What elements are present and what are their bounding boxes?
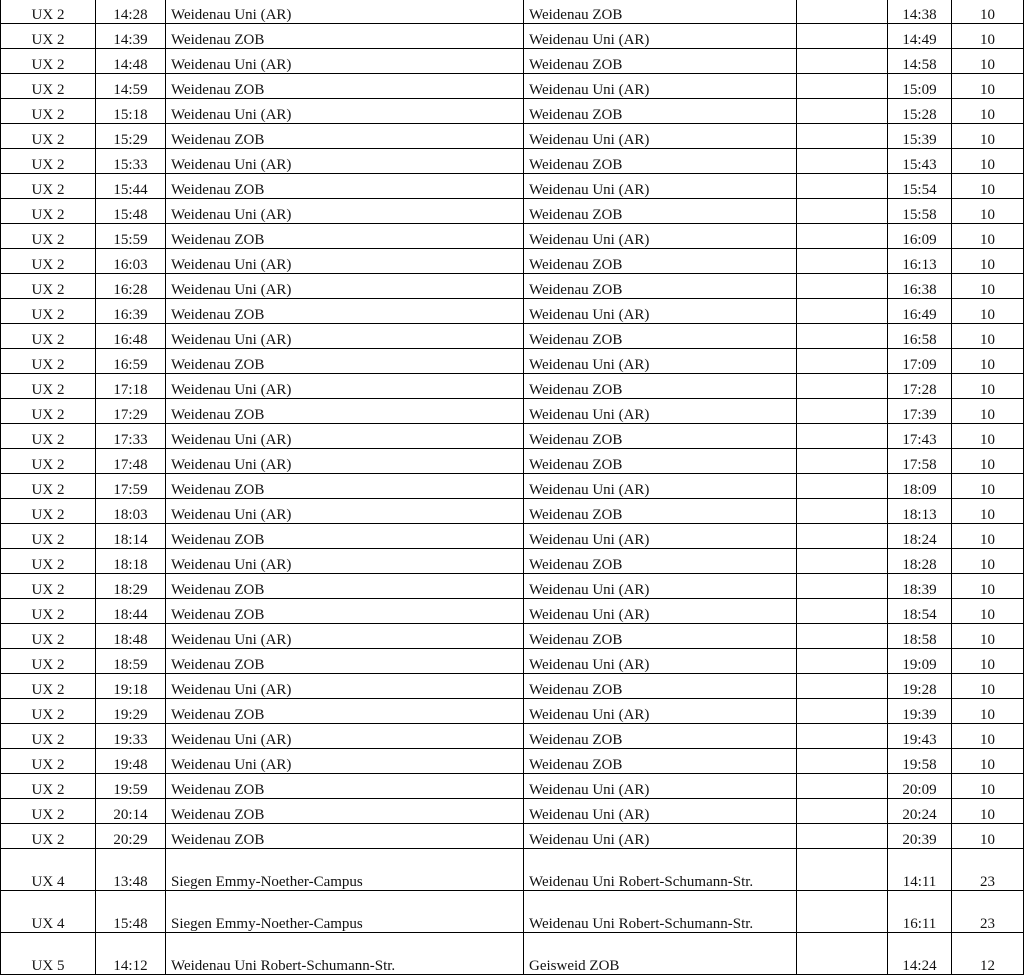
line-cell: UX 2 xyxy=(1,399,96,424)
line-cell: UX 5 xyxy=(1,933,96,975)
origin-stop-cell: Weidenau Uni (AR) xyxy=(166,274,524,299)
departure-time-cell: 17:18 xyxy=(96,374,166,399)
empty-cell xyxy=(797,649,888,674)
line-cell: UX 2 xyxy=(1,699,96,724)
duration-cell: 10 xyxy=(952,299,1024,324)
destination-stop-cell: Weidenau Uni (AR) xyxy=(524,299,797,324)
origin-stop-cell: Weidenau Uni (AR) xyxy=(166,149,524,174)
origin-stop-cell: Weidenau Uni (AR) xyxy=(166,449,524,474)
duration-cell: 10 xyxy=(952,349,1024,374)
duration-cell: 10 xyxy=(952,399,1024,424)
arrival-time-cell: 18:28 xyxy=(888,549,952,574)
destination-stop-cell: Weidenau ZOB xyxy=(524,624,797,649)
duration-cell: 23 xyxy=(952,891,1024,933)
origin-stop-cell: Weidenau Uni (AR) xyxy=(166,49,524,74)
duration-cell: 10 xyxy=(952,474,1024,499)
empty-cell xyxy=(797,249,888,274)
empty-cell xyxy=(797,374,888,399)
line-cell: UX 2 xyxy=(1,174,96,199)
departure-time-cell: 14:12 xyxy=(96,933,166,975)
table-row xyxy=(1,174,1024,199)
arrival-time-cell: 17:58 xyxy=(888,449,952,474)
table-row xyxy=(1,699,1024,724)
destination-stop-cell: Weidenau Uni (AR) xyxy=(524,349,797,374)
line-cell: UX 2 xyxy=(1,299,96,324)
empty-cell xyxy=(797,574,888,599)
line-cell: UX 2 xyxy=(1,249,96,274)
origin-stop-cell: Weidenau Uni (AR) xyxy=(166,199,524,224)
arrival-time-cell: 17:39 xyxy=(888,399,952,424)
origin-stop-cell: Weidenau Uni (AR) xyxy=(166,724,524,749)
table-row xyxy=(1,124,1024,149)
destination-stop-cell: Weidenau ZOB xyxy=(524,99,797,124)
destination-stop-cell: Weidenau Uni Robert-Schumann-Str. xyxy=(524,891,797,933)
departure-time-cell: 19:33 xyxy=(96,724,166,749)
departure-time-cell: 14:59 xyxy=(96,74,166,99)
line-cell: UX 2 xyxy=(1,624,96,649)
table-row xyxy=(1,524,1024,549)
departure-time-cell: 18:59 xyxy=(96,649,166,674)
destination-stop-cell: Weidenau ZOB xyxy=(524,549,797,574)
duration-cell: 10 xyxy=(952,0,1024,24)
arrival-time-cell: 16:49 xyxy=(888,299,952,324)
table-row xyxy=(1,933,1024,975)
line-cell: UX 2 xyxy=(1,24,96,49)
destination-stop-cell: Weidenau ZOB xyxy=(524,374,797,399)
origin-stop-cell: Siegen Emmy-Noether-Campus xyxy=(166,849,524,891)
arrival-time-cell: 17:43 xyxy=(888,424,952,449)
origin-stop-cell: Weidenau Uni (AR) xyxy=(166,749,524,774)
empty-cell xyxy=(797,299,888,324)
departure-time-cell: 17:48 xyxy=(96,449,166,474)
arrival-time-cell: 15:39 xyxy=(888,124,952,149)
arrival-time-cell: 19:09 xyxy=(888,649,952,674)
arrival-time-cell: 15:09 xyxy=(888,74,952,99)
empty-cell xyxy=(797,524,888,549)
origin-stop-cell: Weidenau ZOB xyxy=(166,124,524,149)
empty-cell xyxy=(797,724,888,749)
table-row xyxy=(1,199,1024,224)
duration-cell: 10 xyxy=(952,74,1024,99)
destination-stop-cell: Weidenau ZOB xyxy=(524,249,797,274)
table-row xyxy=(1,799,1024,824)
origin-stop-cell: Weidenau Uni (AR) xyxy=(166,549,524,574)
destination-stop-cell: Weidenau Uni (AR) xyxy=(524,699,797,724)
duration-cell: 10 xyxy=(952,499,1024,524)
arrival-time-cell: 14:49 xyxy=(888,24,952,49)
duration-cell: 10 xyxy=(952,424,1024,449)
table-row xyxy=(1,399,1024,424)
table-row xyxy=(1,574,1024,599)
empty-cell xyxy=(797,749,888,774)
arrival-time-cell: 16:58 xyxy=(888,324,952,349)
empty-cell xyxy=(797,199,888,224)
duration-cell: 10 xyxy=(952,124,1024,149)
arrival-time-cell: 14:11 xyxy=(888,849,952,891)
destination-stop-cell: Weidenau ZOB xyxy=(524,0,797,24)
table-row xyxy=(1,624,1024,649)
empty-cell xyxy=(797,349,888,374)
empty-cell xyxy=(797,174,888,199)
departure-time-cell: 18:29 xyxy=(96,574,166,599)
line-cell: UX 2 xyxy=(1,649,96,674)
origin-stop-cell: Weidenau ZOB xyxy=(166,24,524,49)
origin-stop-cell: Weidenau ZOB xyxy=(166,649,524,674)
empty-cell xyxy=(797,699,888,724)
destination-stop-cell: Weidenau ZOB xyxy=(524,49,797,74)
empty-cell xyxy=(797,399,888,424)
departure-time-cell: 14:39 xyxy=(96,24,166,49)
departure-time-cell: 18:14 xyxy=(96,524,166,549)
table-row xyxy=(1,891,1024,933)
line-cell: UX 2 xyxy=(1,149,96,174)
origin-stop-cell: Weidenau ZOB xyxy=(166,74,524,99)
arrival-time-cell: 19:39 xyxy=(888,699,952,724)
duration-cell: 10 xyxy=(952,149,1024,174)
arrival-time-cell: 18:39 xyxy=(888,574,952,599)
line-cell: UX 2 xyxy=(1,374,96,399)
duration-cell: 10 xyxy=(952,549,1024,574)
arrival-time-cell: 18:13 xyxy=(888,499,952,524)
arrival-time-cell: 14:58 xyxy=(888,49,952,74)
duration-cell: 10 xyxy=(952,799,1024,824)
line-cell: UX 2 xyxy=(1,499,96,524)
departure-time-cell: 18:18 xyxy=(96,549,166,574)
destination-stop-cell: Weidenau Uni (AR) xyxy=(524,224,797,249)
empty-cell xyxy=(797,99,888,124)
destination-stop-cell: Weidenau Uni (AR) xyxy=(524,399,797,424)
departure-time-cell: 20:14 xyxy=(96,799,166,824)
arrival-time-cell: 15:58 xyxy=(888,199,952,224)
line-cell: UX 2 xyxy=(1,274,96,299)
destination-stop-cell: Weidenau Uni Robert-Schumann-Str. xyxy=(524,849,797,891)
line-cell: UX 2 xyxy=(1,449,96,474)
departure-time-cell: 19:59 xyxy=(96,774,166,799)
destination-stop-cell: Weidenau Uni (AR) xyxy=(524,799,797,824)
line-cell: UX 2 xyxy=(1,574,96,599)
table-row xyxy=(1,374,1024,399)
destination-stop-cell: Weidenau ZOB xyxy=(524,274,797,299)
arrival-time-cell: 18:09 xyxy=(888,474,952,499)
table-row xyxy=(1,599,1024,624)
arrival-time-cell: 18:54 xyxy=(888,599,952,624)
arrival-time-cell: 19:58 xyxy=(888,749,952,774)
arrival-time-cell: 18:58 xyxy=(888,624,952,649)
departure-time-cell: 15:18 xyxy=(96,99,166,124)
table-row xyxy=(1,74,1024,99)
origin-stop-cell: Weidenau ZOB xyxy=(166,699,524,724)
empty-cell xyxy=(797,274,888,299)
destination-stop-cell: Weidenau Uni (AR) xyxy=(524,174,797,199)
destination-stop-cell: Weidenau Uni (AR) xyxy=(524,74,797,99)
origin-stop-cell: Weidenau Uni (AR) xyxy=(166,324,524,349)
destination-stop-cell: Weidenau Uni (AR) xyxy=(524,574,797,599)
duration-cell: 10 xyxy=(952,649,1024,674)
origin-stop-cell: Weidenau ZOB xyxy=(166,774,524,799)
table-row xyxy=(1,99,1024,124)
arrival-time-cell: 15:28 xyxy=(888,99,952,124)
departure-time-cell: 16:48 xyxy=(96,324,166,349)
duration-cell: 10 xyxy=(952,274,1024,299)
origin-stop-cell: Weidenau Uni Robert-Schumann-Str. xyxy=(166,933,524,975)
departure-time-cell: 16:28 xyxy=(96,274,166,299)
duration-cell: 10 xyxy=(952,174,1024,199)
line-cell: UX 2 xyxy=(1,524,96,549)
destination-stop-cell: Weidenau ZOB xyxy=(524,499,797,524)
departure-time-cell: 15:33 xyxy=(96,149,166,174)
duration-cell: 10 xyxy=(952,374,1024,399)
destination-stop-cell: Weidenau ZOB xyxy=(524,724,797,749)
departure-time-cell: 16:59 xyxy=(96,349,166,374)
arrival-time-cell: 17:28 xyxy=(888,374,952,399)
empty-cell xyxy=(797,549,888,574)
departure-time-cell: 14:28 xyxy=(96,0,166,24)
line-cell: UX 2 xyxy=(1,799,96,824)
arrival-time-cell: 20:24 xyxy=(888,799,952,824)
departure-time-cell: 14:48 xyxy=(96,49,166,74)
duration-cell: 12 xyxy=(952,933,1024,975)
origin-stop-cell: Weidenau Uni (AR) xyxy=(166,0,524,24)
duration-cell: 10 xyxy=(952,24,1024,49)
empty-cell xyxy=(797,49,888,74)
arrival-time-cell: 16:38 xyxy=(888,274,952,299)
departure-time-cell: 18:44 xyxy=(96,599,166,624)
duration-cell: 10 xyxy=(952,99,1024,124)
line-cell: UX 2 xyxy=(1,674,96,699)
duration-cell: 10 xyxy=(952,674,1024,699)
departure-time-cell: 19:29 xyxy=(96,699,166,724)
table-row xyxy=(1,274,1024,299)
line-cell: UX 2 xyxy=(1,324,96,349)
departure-time-cell: 15:48 xyxy=(96,891,166,933)
origin-stop-cell: Weidenau ZOB xyxy=(166,574,524,599)
departure-time-cell: 16:03 xyxy=(96,249,166,274)
line-cell: UX 2 xyxy=(1,774,96,799)
duration-cell: 10 xyxy=(952,724,1024,749)
destination-stop-cell: Geisweid ZOB xyxy=(524,933,797,975)
empty-cell xyxy=(797,324,888,349)
table-row xyxy=(1,24,1024,49)
empty-cell xyxy=(797,933,888,975)
destination-stop-cell: Weidenau Uni (AR) xyxy=(524,24,797,49)
origin-stop-cell: Weidenau Uni (AR) xyxy=(166,499,524,524)
departure-time-cell: 19:48 xyxy=(96,749,166,774)
table-row xyxy=(1,849,1024,891)
origin-stop-cell: Weidenau Uni (AR) xyxy=(166,674,524,699)
duration-cell: 10 xyxy=(952,624,1024,649)
arrival-time-cell: 18:24 xyxy=(888,524,952,549)
line-cell: UX 2 xyxy=(1,724,96,749)
empty-cell xyxy=(797,624,888,649)
empty-cell xyxy=(797,0,888,24)
destination-stop-cell: Weidenau Uni (AR) xyxy=(524,649,797,674)
destination-stop-cell: Weidenau ZOB xyxy=(524,199,797,224)
departure-time-cell: 20:29 xyxy=(96,824,166,849)
table-row xyxy=(1,249,1024,274)
empty-cell xyxy=(797,674,888,699)
line-cell: UX 2 xyxy=(1,99,96,124)
line-cell: UX 2 xyxy=(1,74,96,99)
empty-cell xyxy=(797,891,888,933)
table-row xyxy=(1,299,1024,324)
duration-cell: 10 xyxy=(952,699,1024,724)
line-cell: UX 2 xyxy=(1,474,96,499)
table-row xyxy=(1,749,1024,774)
origin-stop-cell: Weidenau Uni (AR) xyxy=(166,249,524,274)
table-row xyxy=(1,474,1024,499)
departure-time-cell: 17:59 xyxy=(96,474,166,499)
duration-cell: 10 xyxy=(952,824,1024,849)
empty-cell xyxy=(797,74,888,99)
table-row xyxy=(1,149,1024,174)
duration-cell: 10 xyxy=(952,749,1024,774)
line-cell: UX 4 xyxy=(1,891,96,933)
empty-cell xyxy=(797,774,888,799)
departure-time-cell: 17:29 xyxy=(96,399,166,424)
empty-cell xyxy=(797,149,888,174)
departure-time-cell: 17:33 xyxy=(96,424,166,449)
arrival-time-cell: 20:39 xyxy=(888,824,952,849)
duration-cell: 10 xyxy=(952,249,1024,274)
destination-stop-cell: Weidenau Uni (AR) xyxy=(524,824,797,849)
destination-stop-cell: Weidenau ZOB xyxy=(524,674,797,699)
departure-time-cell: 15:59 xyxy=(96,224,166,249)
departure-time-cell: 15:44 xyxy=(96,174,166,199)
origin-stop-cell: Weidenau ZOB xyxy=(166,174,524,199)
arrival-time-cell: 16:13 xyxy=(888,249,952,274)
arrival-time-cell: 14:24 xyxy=(888,933,952,975)
duration-cell: 10 xyxy=(952,449,1024,474)
line-cell: UX 2 xyxy=(1,349,96,374)
table-row xyxy=(1,674,1024,699)
line-cell: UX 2 xyxy=(1,124,96,149)
table-row xyxy=(1,224,1024,249)
line-cell: UX 2 xyxy=(1,0,96,24)
departure-time-cell: 16:39 xyxy=(96,299,166,324)
destination-stop-cell: Weidenau ZOB xyxy=(524,749,797,774)
table-row xyxy=(1,549,1024,574)
duration-cell: 10 xyxy=(952,599,1024,624)
origin-stop-cell: Weidenau ZOB xyxy=(166,224,524,249)
line-cell: UX 2 xyxy=(1,199,96,224)
duration-cell: 10 xyxy=(952,324,1024,349)
origin-stop-cell: Weidenau ZOB xyxy=(166,524,524,549)
destination-stop-cell: Weidenau Uni (AR) xyxy=(524,599,797,624)
origin-stop-cell: Weidenau ZOB xyxy=(166,799,524,824)
origin-stop-cell: Weidenau ZOB xyxy=(166,399,524,424)
empty-cell xyxy=(797,124,888,149)
origin-stop-cell: Weidenau Uni (AR) xyxy=(166,374,524,399)
arrival-time-cell: 16:11 xyxy=(888,891,952,933)
departure-time-cell: 15:29 xyxy=(96,124,166,149)
origin-stop-cell: Weidenau Uni (AR) xyxy=(166,424,524,449)
empty-cell xyxy=(797,449,888,474)
duration-cell: 10 xyxy=(952,199,1024,224)
duration-cell: 10 xyxy=(952,49,1024,74)
origin-stop-cell: Weidenau ZOB xyxy=(166,349,524,374)
line-cell: UX 2 xyxy=(1,549,96,574)
origin-stop-cell: Weidenau ZOB xyxy=(166,824,524,849)
timetable-body xyxy=(1,0,1024,975)
empty-cell xyxy=(797,224,888,249)
destination-stop-cell: Weidenau ZOB xyxy=(524,149,797,174)
empty-cell xyxy=(797,474,888,499)
line-cell: UX 2 xyxy=(1,49,96,74)
origin-stop-cell: Weidenau Uni (AR) xyxy=(166,99,524,124)
departure-time-cell: 18:48 xyxy=(96,624,166,649)
duration-cell: 10 xyxy=(952,574,1024,599)
line-cell: UX 2 xyxy=(1,749,96,774)
destination-stop-cell: Weidenau Uni (AR) xyxy=(524,774,797,799)
table-row xyxy=(1,324,1024,349)
duration-cell: 23 xyxy=(952,849,1024,891)
destination-stop-cell: Weidenau Uni (AR) xyxy=(524,474,797,499)
empty-cell xyxy=(797,499,888,524)
origin-stop-cell: Siegen Emmy-Noether-Campus xyxy=(166,891,524,933)
arrival-time-cell: 19:28 xyxy=(888,674,952,699)
destination-stop-cell: Weidenau ZOB xyxy=(524,449,797,474)
empty-cell xyxy=(797,24,888,49)
table-row xyxy=(1,724,1024,749)
arrival-time-cell: 17:09 xyxy=(888,349,952,374)
line-cell: UX 4 xyxy=(1,849,96,891)
arrival-time-cell: 15:54 xyxy=(888,174,952,199)
table-row xyxy=(1,0,1024,24)
arrival-time-cell: 14:38 xyxy=(888,0,952,24)
destination-stop-cell: Weidenau ZOB xyxy=(524,324,797,349)
destination-stop-cell: Weidenau ZOB xyxy=(524,424,797,449)
table-row xyxy=(1,649,1024,674)
table-row xyxy=(1,774,1024,799)
line-cell: UX 2 xyxy=(1,824,96,849)
origin-stop-cell: Weidenau ZOB xyxy=(166,599,524,624)
table-row xyxy=(1,449,1024,474)
arrival-time-cell: 16:09 xyxy=(888,224,952,249)
origin-stop-cell: Weidenau Uni (AR) xyxy=(166,624,524,649)
empty-cell xyxy=(797,599,888,624)
origin-stop-cell: Weidenau ZOB xyxy=(166,299,524,324)
arrival-time-cell: 19:43 xyxy=(888,724,952,749)
arrival-time-cell: 20:09 xyxy=(888,774,952,799)
line-cell: UX 2 xyxy=(1,424,96,449)
destination-stop-cell: Weidenau Uni (AR) xyxy=(524,524,797,549)
table-row xyxy=(1,824,1024,849)
duration-cell: 10 xyxy=(952,774,1024,799)
duration-cell: 10 xyxy=(952,524,1024,549)
empty-cell xyxy=(797,849,888,891)
arrival-time-cell: 15:43 xyxy=(888,149,952,174)
empty-cell xyxy=(797,799,888,824)
empty-cell xyxy=(797,824,888,849)
departure-time-cell: 13:48 xyxy=(96,849,166,891)
table-row xyxy=(1,499,1024,524)
line-cell: UX 2 xyxy=(1,224,96,249)
departure-time-cell: 18:03 xyxy=(96,499,166,524)
departure-time-cell: 15:48 xyxy=(96,199,166,224)
duration-cell: 10 xyxy=(952,224,1024,249)
empty-cell xyxy=(797,424,888,449)
table-row xyxy=(1,424,1024,449)
destination-stop-cell: Weidenau Uni (AR) xyxy=(524,124,797,149)
table-row xyxy=(1,349,1024,374)
departure-time-cell: 19:18 xyxy=(96,674,166,699)
line-cell: UX 2 xyxy=(1,599,96,624)
table-row xyxy=(1,49,1024,74)
origin-stop-cell: Weidenau ZOB xyxy=(166,474,524,499)
